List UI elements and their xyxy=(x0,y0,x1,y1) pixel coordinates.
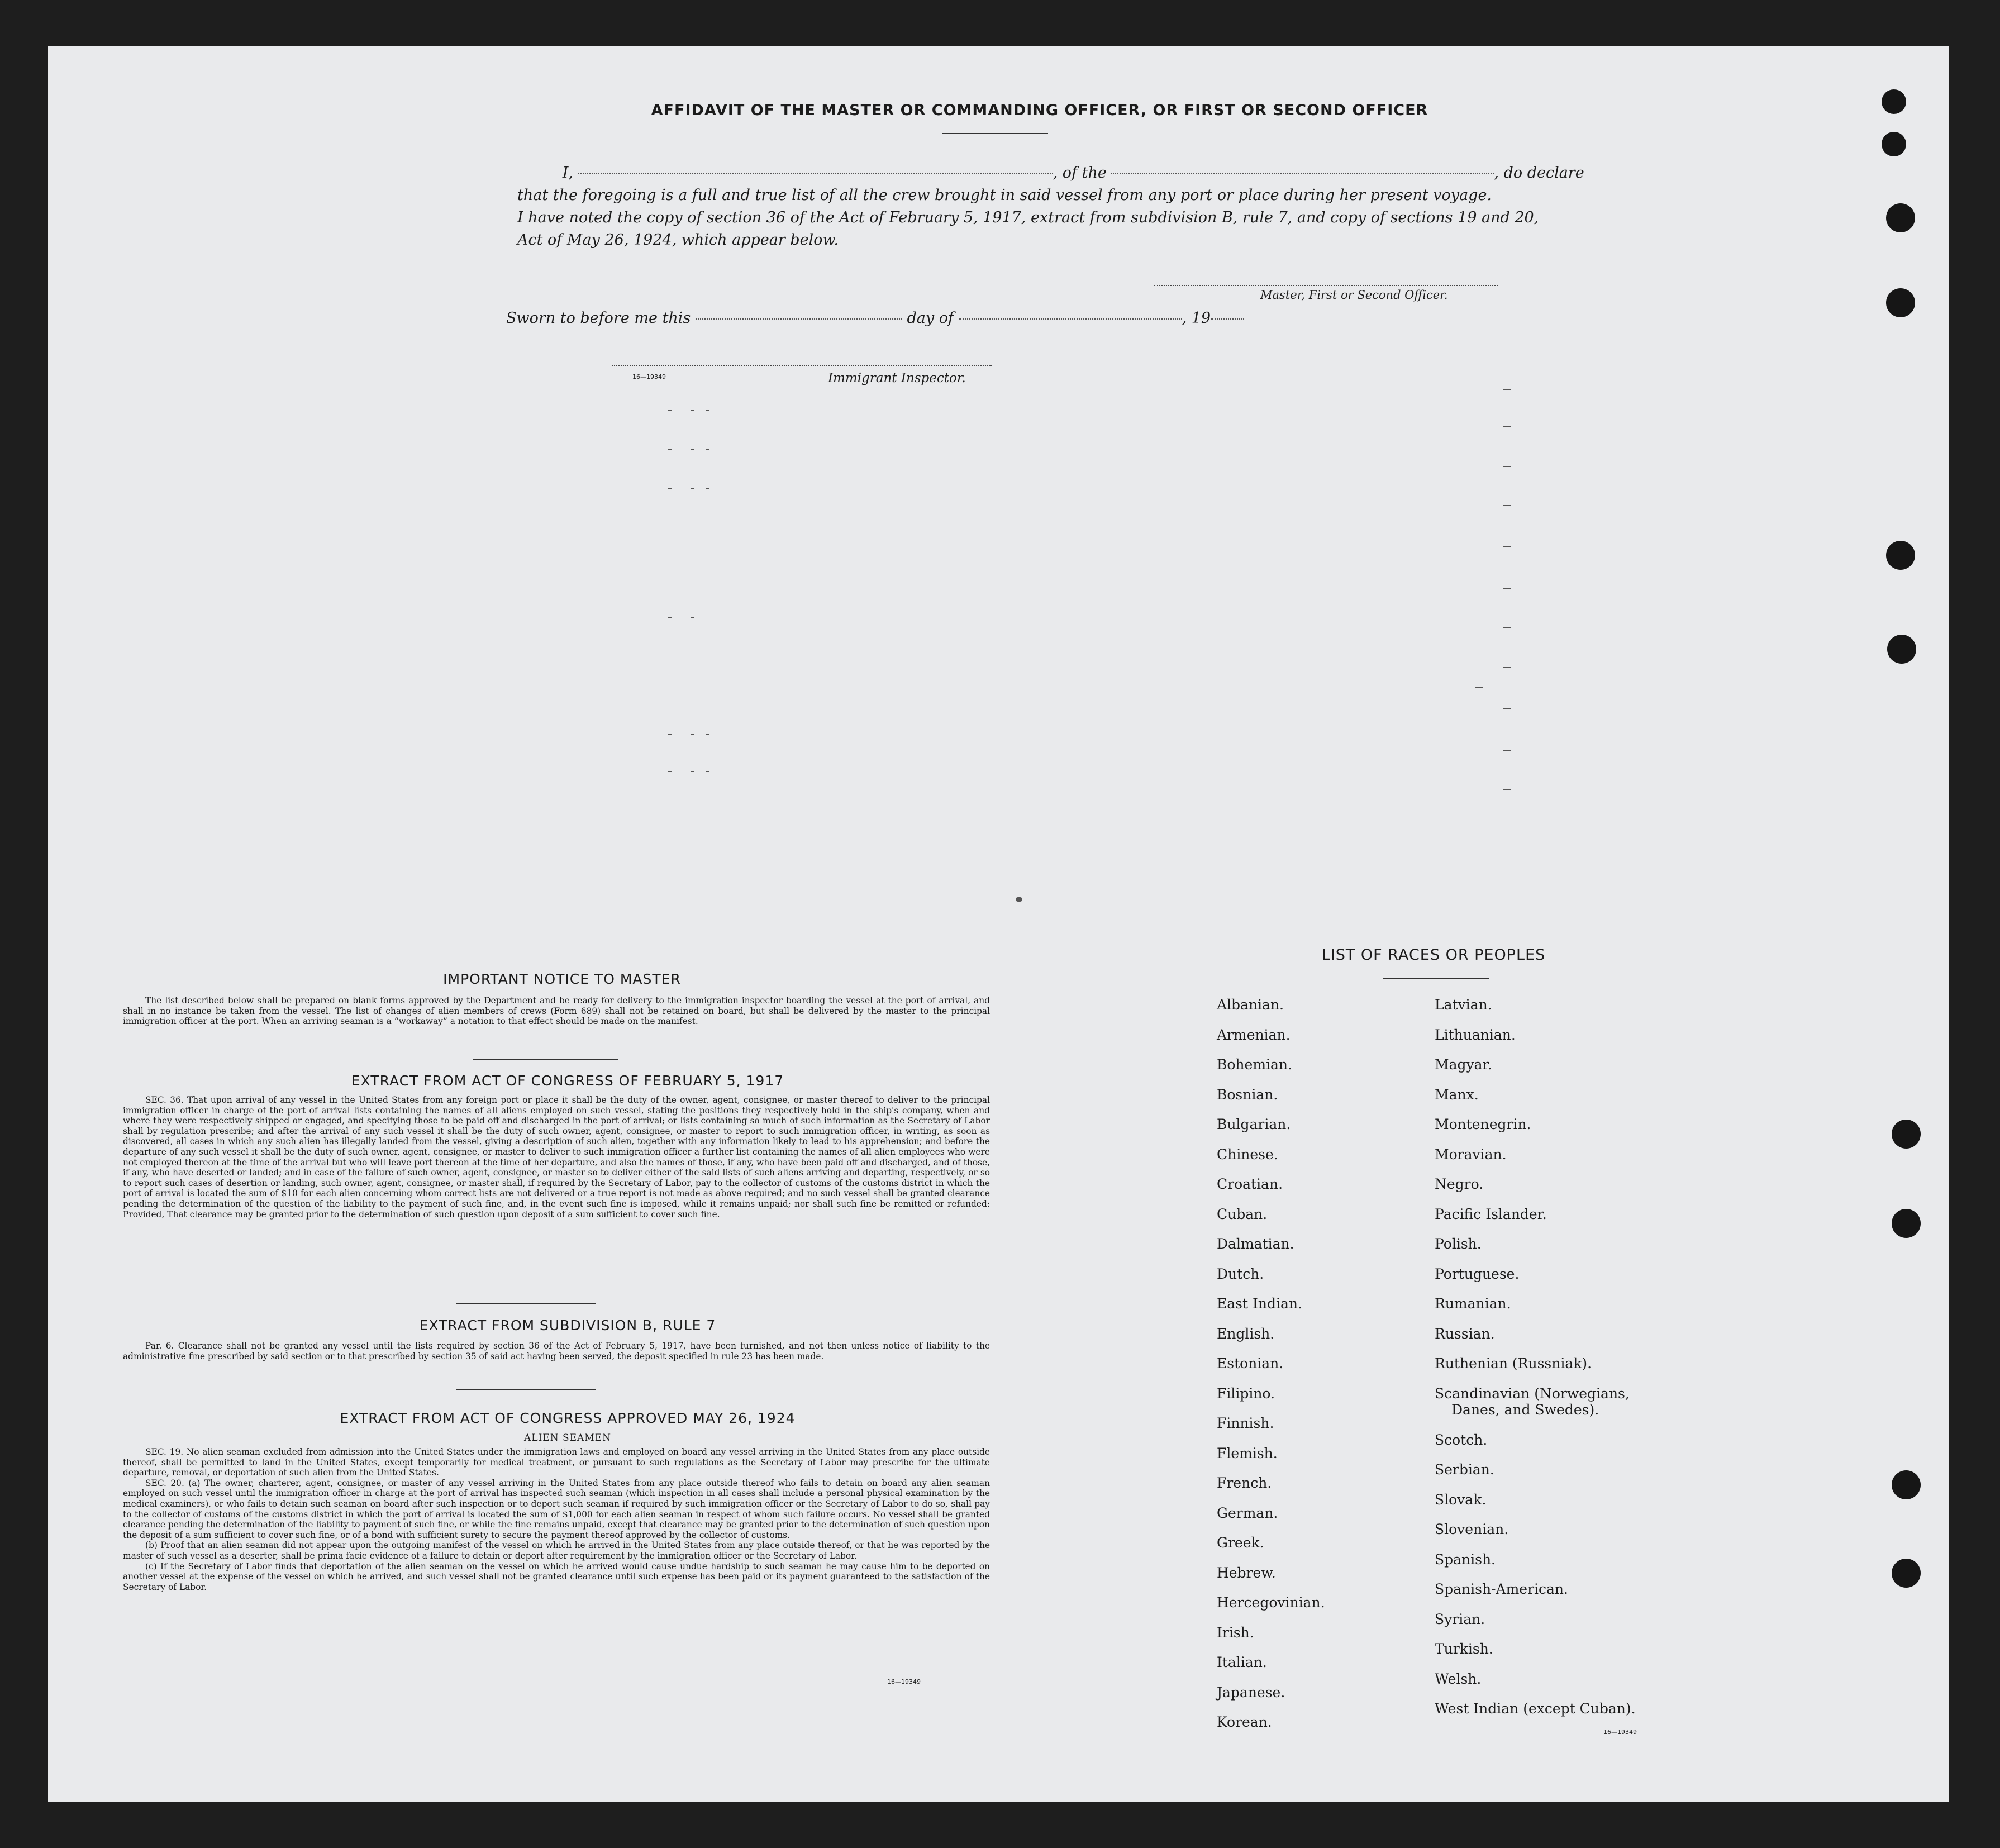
race-item: French. xyxy=(1217,1475,1272,1491)
race-item: Croatian. xyxy=(1217,1176,1283,1192)
race-item: Slovak. xyxy=(1435,1491,1487,1508)
section-20b-text: (b) Proof that an alien seaman did not appear upon the outgoing manifest of the vessel on which he arrived in the United States from any place outside thereof, or that he was reported by the master of such vessel as a deserter, shall be prima facie evidence of a failure to detain or deport after requirement by the immigration officer or the Secretary of Labor. xyxy=(123,1540,990,1561)
subdivision-b-divider xyxy=(456,1389,596,1390)
races-column-1 xyxy=(1217,990,1325,1737)
punch-hole xyxy=(1892,1470,1921,1499)
punch-hole xyxy=(1892,1559,1921,1588)
race-item: Flemish. xyxy=(1217,1445,1278,1461)
race-item: Serbian. xyxy=(1435,1461,1494,1478)
race-item: Irish. xyxy=(1217,1624,1254,1641)
vessel-blank[interactable] xyxy=(1111,173,1494,174)
race-item: Slovenian. xyxy=(1435,1521,1509,1537)
races-column-2 xyxy=(1435,990,1636,1724)
punch-hole xyxy=(1886,288,1915,317)
race-item: Ruthenian (Russniak). xyxy=(1435,1355,1592,1371)
race-item: Bosnian. xyxy=(1217,1086,1278,1103)
race-item: Spanish-American. xyxy=(1435,1581,1568,1597)
affidavit-title: AFFIDAVIT OF THE MASTER OR COMMANDING OFFICER, OR FIRST OR SECOND OFFICER xyxy=(651,102,1428,119)
sworn-day-of: day of xyxy=(907,309,954,327)
race-item: Pacific Islander. xyxy=(1435,1206,1547,1222)
race-item: Japanese. xyxy=(1217,1684,1285,1701)
race-item: Negro. xyxy=(1435,1176,1484,1192)
race-item: West Indian (except Cuban). xyxy=(1435,1701,1636,1717)
sworn-day-blank[interactable] xyxy=(696,318,902,320)
race-item: Estonian. xyxy=(1217,1355,1284,1371)
affidavit-line-2: that the foregoing is a full and true list of all the crew brought in said vessel from any port or place during her present voyage. xyxy=(517,187,1492,204)
race-item: Hercegovinian. xyxy=(1217,1594,1325,1611)
extract-1917-divider xyxy=(456,1303,596,1304)
extract-1924-body xyxy=(123,1447,990,1592)
races-title: LIST OF RACES OR PEOPLES xyxy=(1321,946,1546,964)
race-item: English. xyxy=(1217,1325,1275,1342)
race-item: Welsh. xyxy=(1435,1670,1482,1687)
race-item: German. xyxy=(1217,1504,1278,1521)
notice-divider xyxy=(473,1059,618,1060)
punch-hole xyxy=(1887,635,1916,664)
affidavit-i-label: I, xyxy=(562,164,573,182)
punch-hole xyxy=(1886,541,1915,570)
extract-1924-form-code: 16—19349 xyxy=(887,1678,921,1685)
race-item: Bulgarian. xyxy=(1217,1116,1291,1132)
race-item: Greek. xyxy=(1217,1535,1264,1551)
subdivision-b-title: EXTRACT FROM SUBDIVISION B, RULE 7 xyxy=(419,1317,716,1333)
do-declare-label: , do declare xyxy=(1494,164,1584,182)
sworn-year-label: , 19 xyxy=(1182,309,1211,327)
race-item: Lithuanian. xyxy=(1435,1026,1516,1043)
affidavit-line-1 xyxy=(506,164,1584,182)
punch-hole xyxy=(1892,1120,1921,1149)
race-item: Scotch. xyxy=(1435,1431,1488,1448)
section-20c-text: (c) If the Secretary of Labor finds that deportation of the alien seaman on the vessel on which he arrived would cause undue hardship to such seaman he may cause him to be deported on another vessel at the expense of the vessel on which he arrived, and such vessel shall not be granted clearance until such expense has been paid or its payment guaranteed to the satisfaction of the Secretary of Labor. xyxy=(123,1561,990,1592)
affidavit-form-code: 16—19349 xyxy=(632,373,666,380)
notice-body xyxy=(123,996,990,1027)
race-item: Armenian. xyxy=(1217,1026,1291,1043)
extract-1917-title: EXTRACT FROM ACT OF CONGRESS OF FEBRUARY 5, 1917 xyxy=(351,1073,784,1089)
race-item: Dalmatian. xyxy=(1217,1236,1294,1252)
notice-title: IMPORTANT NOTICE TO MASTER xyxy=(443,971,681,987)
subdivision-b-text: Par. 6. Clearance shall not be granted any vessel until the lists required by section 36 of the Act of February 5, 1917, have been furnished, and not then unless notice of liability to the administrative fine prescribed by said section or to that prescribed by section 35 of said act having been served, the deposit specified in rule 23 has been made. xyxy=(123,1341,990,1361)
master-signature-line[interactable] xyxy=(1154,285,1498,286)
affidavit-line-4: Act of May 26, 1924, which appear below. xyxy=(517,231,839,249)
extract-1924-title: EXTRACT FROM ACT OF CONGRESS APPROVED MAY 26, 1924 xyxy=(340,1410,796,1426)
extract-1917-body xyxy=(123,1095,990,1220)
race-item: Turkish. xyxy=(1435,1641,1493,1657)
punch-hole xyxy=(1882,132,1906,156)
race-item: Danes, and Swedes). xyxy=(1451,1402,1599,1418)
sworn-line xyxy=(506,309,1556,327)
race-item: Dutch. xyxy=(1217,1265,1264,1282)
race-item: Filipino. xyxy=(1217,1385,1275,1402)
race-item: Portuguese. xyxy=(1435,1265,1520,1282)
race-item: Cuban. xyxy=(1217,1206,1268,1222)
section-20a-text: SEC. 20. (a) The owner, charterer, agent, consignee, or master of any vessel arriving in the United States from any place outside thereof who fails to detain on board any alien seaman employed on such vessel until the immigration officer in charge at the port of arrival has inspected such seaman (which inspection in all cases shall include a personal physical examination by the medical examiners), or who fails to detain such seaman on board after such inspection or to deport such seaman if required by such immigration officer or the Secretary of Labor to do so, shall pay to the collector of customs of the customs district in which the port of arrival is located the sum of $1,000 for each alien seaman in respect of whom such failure occurs. No vessel shall be granted clearance pending the determination of the liability to payment of such fine, or while the fine remains unpaid, except that clearance may be granted prior to the determination of such question upon the deposit of a sum sufficient to cover such fine, or of a bond with sufficient surety to secure the payment thereof approved by the collector of customs. xyxy=(123,1478,990,1540)
race-item: Polish. xyxy=(1435,1236,1482,1252)
race-item: Bohemian. xyxy=(1217,1056,1292,1073)
races-form-code: 16—19349 xyxy=(1603,1728,1637,1736)
race-item: Albanian. xyxy=(1217,997,1284,1013)
race-item: Korean. xyxy=(1217,1714,1272,1730)
race-item: Rumanian. xyxy=(1435,1295,1511,1312)
sworn-month-blank[interactable] xyxy=(959,318,1182,320)
race-item: East Indian. xyxy=(1217,1295,1302,1312)
inspector-label: Immigrant Inspector. xyxy=(828,371,966,385)
master-signature-label: Master, First or Second Officer. xyxy=(1260,288,1448,302)
extract-1917-text: SEC. 36. That upon arrival of any vessel in the United States from any foreign port or place it shall be the duty of the owner, agent, consignee, or master thereof to deliver to the principal immigration officer in charge of the port of arrival lists containing the names of all aliens employed on such vessel, stating the positions they respectively hold in the ship's company, when and where they were respectively shipped or engaged, and specifying those to be paid off and discharged in the port of arrival; or lists containing so much of such information as the Secretary of Labor shall by regulation prescribe; and after the arrival of any such vessel it shall be the duty of such owner, agent, consignee, or master to report to such immigration officer, in writing, as soon as discovered, all cases in which any such alien has illegally landed from the vessel, giving a description of such alien, together with any information likely to lead to his apprehension; and before the departure of any such vessel it shall be the duty of such owner, agent, consignee, or master to deliver to such immigration officer a further list containing the names of all alien employees who were not employed thereon at the time of the arrival but who will leave port thereon at the time of her departure, and also the names of those, if any, who have been paid off and discharged, and of those, if any, who have deserted or landed; and in case of the failure of such owner, agent, consignee, or master so to deliver either of the said lists of such aliens arriving and departing, respectively, or so to report such cases of desertion or landing, such owner, agent, consignee, or master shall, if required by the Secretary of Labor, pay to the collector of customs of the customs district in which the port of arrival is located the sum of $10 for each alien concerning whom correct lists are not delivered or a true report is not made as above required; and no such vessel shall be granted clearance pending the determination of the question of the liability to the payment of such fine, and, in the event such fine is imposed, while it remains unpaid; nor shall such fine be remitted or refunded: Provided, That clearance may be granted prior to the determination of such question upon deposit of a sum sufficient to cover such fine. xyxy=(123,1095,990,1220)
race-item: Hebrew. xyxy=(1217,1564,1276,1581)
notice-text: The list described below shall be prepared on blank forms approved by the Department and be ready for delivery to the immigration inspector boarding the vessel at the port of arrival, and shall in no instance be taken from the vessel. The list of changes of alien members of crews (Form 689) shall not be retained on board, but shall be delivered by the master to the principal immigration officer at the port. When an arriving seaman is a “workaway” a notation to that effect should be made on the manifest. xyxy=(123,996,990,1027)
name-blank[interactable] xyxy=(578,173,1053,174)
sworn-prefix: Sworn to before me this xyxy=(506,309,691,327)
race-item: Montenegrin. xyxy=(1435,1116,1531,1132)
race-item: Magyar. xyxy=(1435,1056,1492,1073)
punch-hole xyxy=(1882,89,1906,114)
alien-seamen-subtitle: ALIEN SEAMEN xyxy=(524,1432,611,1444)
inspector-signature-line-rule[interactable] xyxy=(612,365,992,366)
race-item: Scandinavian (Norwegians, xyxy=(1435,1385,1630,1402)
punch-hole xyxy=(1886,203,1915,232)
race-item: Russian. xyxy=(1435,1325,1495,1342)
race-item: Manx. xyxy=(1435,1086,1479,1103)
race-item: Syrian. xyxy=(1435,1611,1485,1627)
section-19-text: SEC. 19. No alien seaman excluded from admission into the United States under the immigration laws and employed on board any vessel arriving in the United States from any place outside thereof, shall be permitted to land in the United States, except temporarily for medical treatment, or pursuant to such regulations as the Secretary of Labor may prescribe for the ultimate departure, removal, or deportation of such alien from the United States. xyxy=(123,1447,990,1478)
race-item: Latvian. xyxy=(1435,997,1492,1013)
subdivision-b-body xyxy=(123,1341,990,1361)
race-item: Spanish. xyxy=(1435,1551,1496,1568)
races-divider xyxy=(1383,978,1489,979)
of-the-label: , of the xyxy=(1053,164,1107,182)
race-item: Italian. xyxy=(1217,1654,1267,1670)
race-item: Finnish. xyxy=(1217,1415,1274,1431)
punch-hole xyxy=(1892,1209,1921,1238)
race-item: Chinese. xyxy=(1217,1146,1278,1163)
affidavit-line-3: I have noted the copy of section 36 of the Act of February 5, 1917, extract from subdivision B, rule 7, and copy of sections 19 and 20, xyxy=(517,209,1539,226)
form-sheet xyxy=(48,46,1949,1802)
title-divider xyxy=(942,133,1048,134)
race-item: Moravian. xyxy=(1435,1146,1507,1163)
sworn-year-blank[interactable] xyxy=(1211,318,1244,320)
